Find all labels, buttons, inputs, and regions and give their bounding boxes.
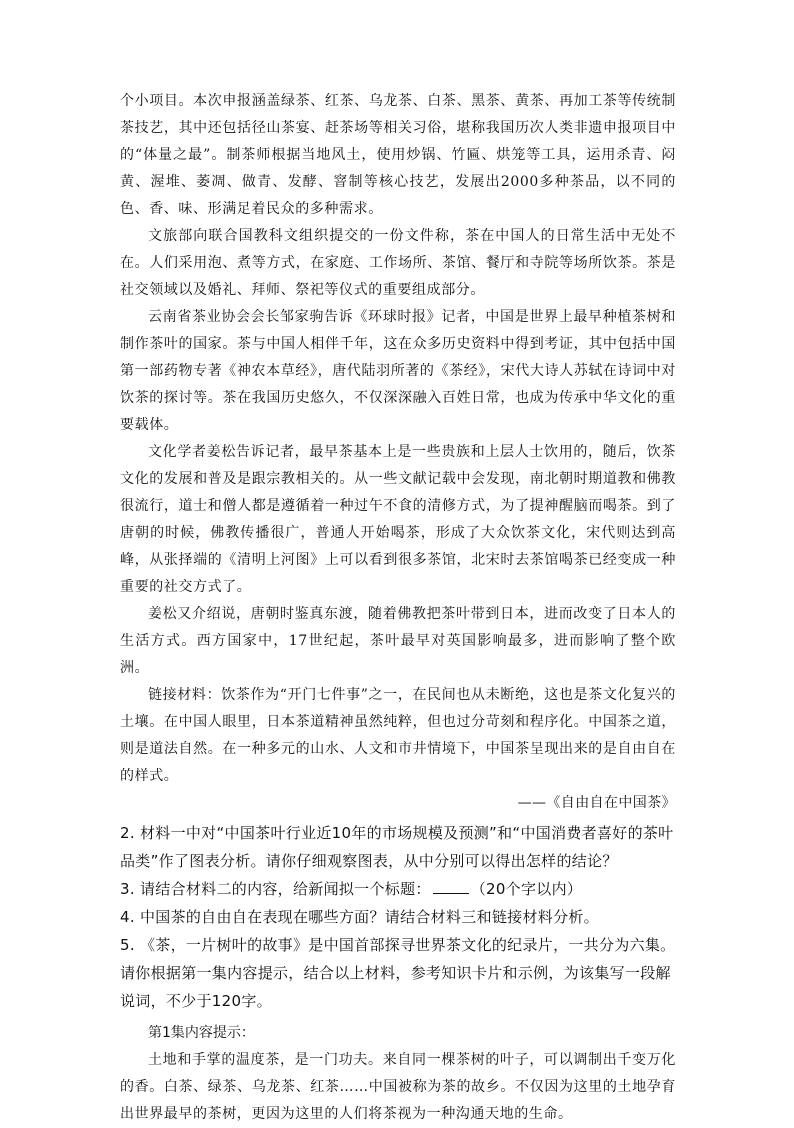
question-3 (120, 875, 676, 903)
material-paragraph-2: 文旅部向联合国教科文组织提交的一份文件称，茶在中国人的日常生活中无处不在。人们采用泡、煮等方式，在家庭、工作场所、茶馆、餐厅和寺院等场所饮茶。茶是社交领域以及婚礼、拜师、祭祀等仪式的重要组成部分。 (120, 228, 676, 298)
question-2: 2. 材料一中对“中国茶叶行业近10年的市场规模及预测”和“中国消费者喜好的茶叶品类”作了图表分析。请你仔细观察图表，从中分别可以得出怎样的结论？ (120, 824, 674, 870)
material-paragraph-3: 云南省茶业协会会长邹家驹告诉《环球时报》记者，中国是世界上最早种植茶树和制作茶叶的国家。茶与中国人相伴千年，这在众多历史资料中得到考证，其中包括中国第一部药物专著《神农本草经》，唐代陆羽所著的《茶经》，宋代大诗人苏轼在诗词中对饮茶的探讨等。茶在我国历史悠久，不仅深深融入百姓日常，也成为传承中华文化的重要载体。 (120, 309, 676, 433)
question-3-limit: （20个字以内） (470, 880, 583, 898)
answer-blank[interactable] (433, 879, 469, 894)
hint-text: 土地和手掌的温度茶，是一门功夫。来自同一棵茶树的叶子，可以调制出千变万化的香。白茶、绿茶、乌龙茶、红茶……中国被称为茶的故乡。不仅因为这里的土地孕育出世界最早的茶树，更因为这里的人们将茶视为一种沟通天地的生命。 (120, 1052, 676, 1122)
question-3-text: 3. 请结合材料二的内容，给新闻拟一个标题： (120, 880, 431, 898)
questions (120, 819, 676, 1015)
material-paragraph-1: 个小项目。本次申报涵盖绿茶、红茶、乌龙茶、白茶、黑茶、黄茶、再加工茶等传统制茶技艺，其中还包括径山茶宴、赶茶场等相关习俗，堪称我国历次人类非遗申报项目中的“体量之最”。制茶师根据当地风土，使用炒锅、竹匾、烘笼等工具，运用杀青、闷黄、渥堆、萎凋、做青、发酵、窨制等核心技艺，发展出2000多种茶品，以不同的色、香、味、形满足着民众的多种需求。 (120, 93, 676, 217)
hint-label: 第1集内容提示： (148, 1025, 255, 1041)
content-area (120, 88, 676, 1128)
link-material: 链接材料：饮茶作为“开门七件事”之一，在民间也从未断绝，这也是茶文化复兴的土壤。在中国人眼里，日本茶道精神虽然纯粹，但也过分苛刻和程序化。中国茶之道，则是道法自然。在一种多元的山水、人文和市井情境下，中国茶呈现出来的是自由自在的样式。 (120, 687, 676, 784)
source-citation: ——《自由自在中国茶》 (517, 795, 676, 811)
question-4: 4. 中国茶的自由自在表现在哪些方面？请结合材料三和链接材料分析。 (120, 908, 599, 926)
material-paragraph-4: 文化学者姜松告诉记者，最早茶基本上是一些贵族和上层人士饮用的，随后，饮茶文化的发展和普及是跟宗教相关的。从一些文献记载中会发现，南北朝时期道教和佛教很流行，道士和僧人都是遵循着一种过午不食的清修方式，为了提神醒脑而喝茶。到了唐朝的时候，佛教传播很广，普通人开始喝茶，形成了大众饮茶文化，宋代则达到高峰，从张择端的《清明上河图》上可以看到很多茶馆，北宋时去茶馆喝茶已经变成一种重要的社交方式了。 (120, 444, 676, 595)
material-paragraph-5: 姜松又介绍说，唐朝时鉴真东渡，随着佛教把茶叶带到日本，进而改变了日本人的生活方式。西方国家中，17世纪起，茶叶最早对英国影响最多，进而影响了整个欧洲。 (120, 606, 676, 676)
question-5: 5. 《茶，一片树叶的故事》是中国首部探寻世界茶文化的纪录片，一共分为六集。请你根据第一集内容提示，结合以上材料，参考知识卡片和示例，为该集写一段解说词，不少于120字。 (120, 936, 676, 1010)
